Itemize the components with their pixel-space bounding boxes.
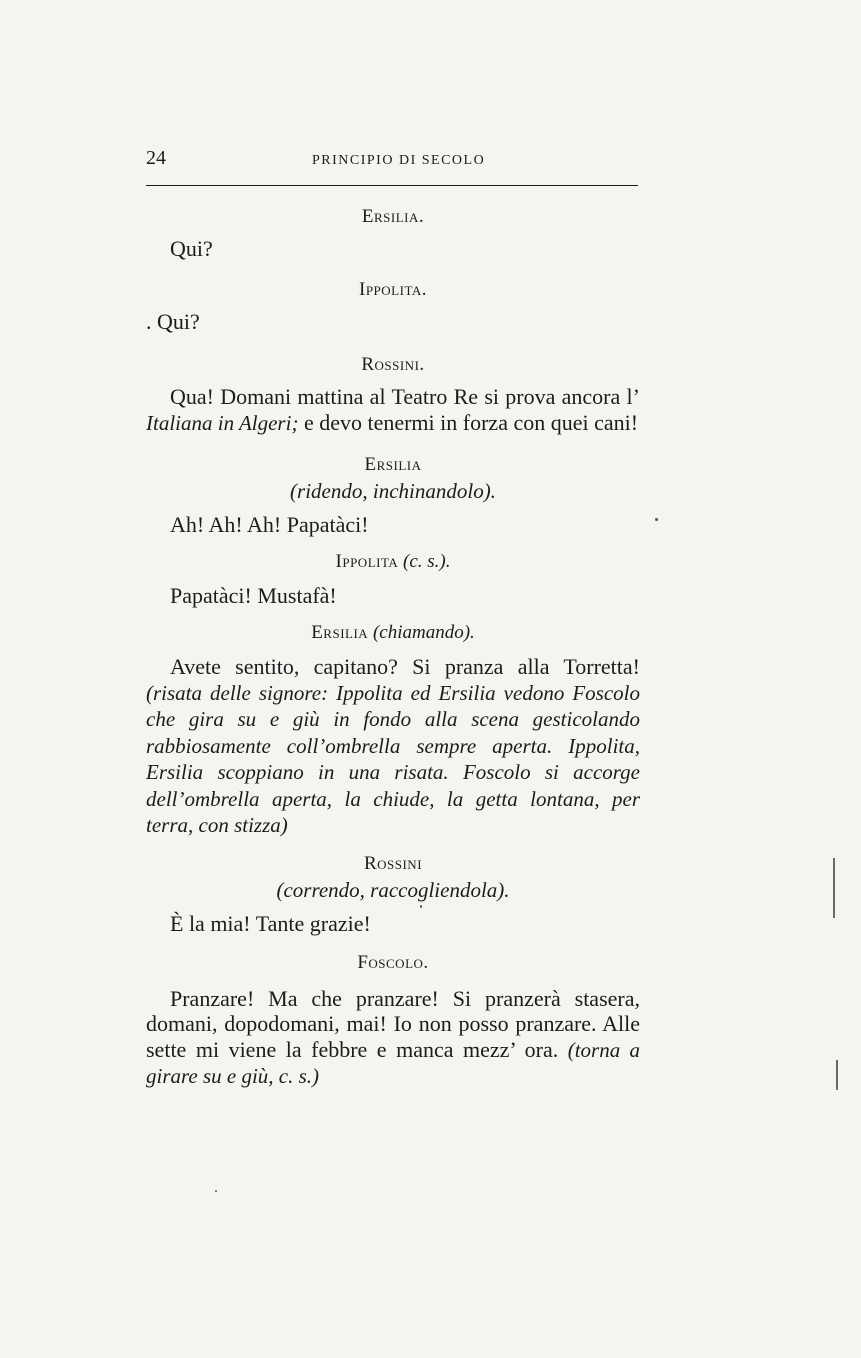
speaker-name: Ippolita	[335, 551, 399, 572]
text-run: Pranzare! Ma che pranzare! Si pranzerà stasera, domani, dopodomani, mai! Io non posso pranzare. Alle sette mi viene la febbre e manca mezz’ ora.	[146, 985, 640, 1062]
speaker-name: Ippolita.	[359, 279, 427, 300]
speaker-heading	[146, 549, 640, 575]
page-edge-mark	[836, 1060, 838, 1090]
dialogue-line: Ah! Ah! Ah! Papatàci!	[170, 512, 369, 537]
text-run: Avete sentito, capitano? Si pranza alla Torretta!	[170, 654, 640, 679]
speaker-heading	[146, 620, 640, 646]
stage-direction-text: (torna a girare su e giù, c. s.)	[146, 1037, 640, 1088]
text-run: Qua! Domani mattina al Teatro Re si prova ancora l’	[170, 384, 640, 409]
direction-text: (c. s.).	[403, 551, 451, 572]
speaker-name: Foscolo.	[357, 951, 429, 973]
direction-text: (ridendo, inchinandolo).	[290, 479, 496, 503]
stage-direction	[146, 877, 640, 903]
direction-text: (chiamando).	[372, 622, 475, 643]
dialogue-paragraph	[146, 384, 640, 436]
italic-title: Italiana in Algeri;	[146, 410, 299, 435]
speaker-heading	[146, 204, 640, 230]
speaker-name: Ersilia.	[361, 206, 425, 227]
speaker-heading	[146, 950, 640, 976]
paper-speck	[215, 1190, 217, 1192]
speaker-name: Ersilia	[364, 454, 422, 475]
speaker-name: Rossini.	[361, 354, 425, 375]
speaker-heading	[146, 277, 640, 303]
direction-text: (correndo, raccogliendola).	[276, 877, 510, 902]
dialogue-line: È la mia! Tante grazie!	[170, 910, 371, 936]
dialogue-text	[146, 200, 640, 1090]
paper-speck	[655, 518, 658, 521]
speaker-name: Rossini	[363, 852, 423, 874]
dialogue-line: Qui?	[170, 236, 213, 261]
running-title: PRINCIPIO DI SECOLO	[312, 153, 486, 168]
dialogue-line: . Qui?	[146, 309, 200, 334]
speaker-heading	[146, 352, 640, 378]
dialogue-line: Papatàci! Mustafà!	[170, 583, 337, 608]
page-edge-mark	[833, 858, 835, 918]
stage-direction	[146, 478, 640, 504]
speaker-name: Ersilia	[311, 622, 369, 643]
paper-speck	[420, 905, 422, 908]
text-run: e devo tenermi in forza con quei cani!	[298, 409, 639, 435]
dialogue-paragraph	[146, 986, 640, 1090]
speaker-heading	[146, 452, 640, 478]
page-number: 24	[146, 147, 166, 169]
dialogue-paragraph	[146, 654, 640, 839]
stage-direction-text: (risata delle signore: Ippolita ed Ersilia vedono Foscolo che gira su e giù in fondo alla scena gesticolando rabbiosamente coll’ombrella sempre aperta. Ippolita, Ersilia scoppiano in una risata. Foscolo si accorge dell’ombrella aperta, la chiude, la getta lontana, per terra, con stizza)	[146, 680, 640, 837]
speaker-heading	[146, 851, 640, 877]
header-rule	[146, 185, 638, 186]
